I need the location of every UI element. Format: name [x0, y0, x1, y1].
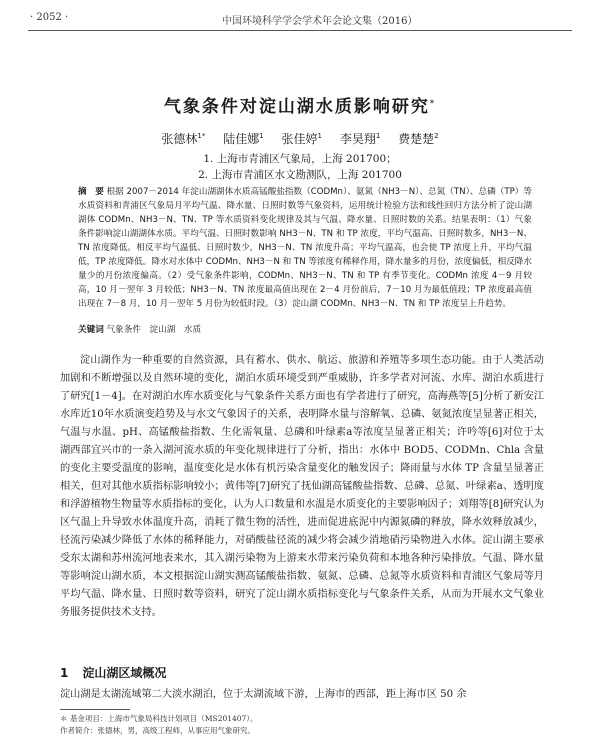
footnote-rule: [60, 709, 130, 710]
page-number: · 2052 ·: [30, 12, 69, 23]
journal-header: 中国环境科学学会学术年会论文集（2016）: [222, 16, 418, 27]
keywords-label: 关键词: [78, 325, 104, 335]
keywords-items: 气象条件 淀山湖 水质: [106, 325, 202, 335]
affiliation: 1. 上海市青浦区气象局，上海 201700；: [203, 153, 397, 165]
section-number: 1: [60, 666, 69, 680]
footnote: 作者简介：张德林，男，高级工程师，从事应用气象研究。: [60, 726, 255, 735]
author: 陆佳娜$^1$: [223, 132, 264, 146]
body-paragraph: 淀山湖作为一种重要的自然资源，具有蓄水、供水、航运、旅游和养殖等多项生态功能。由于人类活动加剧和不断增强以及自然环境的变化，湖泊水质环境受到严重威胁，许多学者对河流、水库、湖泊水质进行了研究[1－4]。在对湖泊水库水质变化与气象条件关系方面也有学者进行了研究，高海燕等[5]分析了新安江水库近10年水质演变趋势及与水文气象因子的关系，表明降水量与溶解氧、总磷、氨氮浓度呈显著正相关，气温与水温、pH、高锰酸盐指数、生化需氧量、总磷和叶绿素a等浓度呈显著正相关；许吟等[6]对位于太湖西部宜兴市的一条入湖河流水质的年变化规律进行了分析，指出：水体中 BOD5、CODMn、Chla 含量的变化主要受温度的影响，温度变化是水体有机污染含量变化的触发因子；降雨量与水体 TP 含量呈显著正相关，但对其他水质指标影响较小；黄伟等[7]研究了抚仙湖高锰酸盐指数、总磷、总氮、叶绿素a、透明度和浮游植物生物量等水质指标的变化，认为人口数量和水温是水质变化的主要影响因子；刘翔等[8]研究认为区气温上升导致水体温度升高，消耗了微生物的活性，进而促进底泥中内源氮磷的释放，降水效释放减少，径流污染减少降低了水体的稀释能力，对硝酸盐径流的减少将会减少消地硝污染物进入水体。淀山湖主要承受东太湖和苏州流河地表来水，其入湖污染物为上游来水带来污染负荷和本地各种污染排放。气温、降水量等影响淀山湖水质，本文根据淀山湖实测高锰酸盐指数、氨氮、总磷、总氮等水质资料和青浦区气象局等月平均气温、降水量、日照时数等资料，研究了淀山湖水质指标变化与气象条件关系，从而为开展水文气象业务服务提供技术支持。: [60, 355, 544, 618]
footnote: ＊ 基金项目：上海市气象局科技计划项目（MS201407）。: [60, 714, 258, 723]
header-rule: [28, 30, 572, 31]
author: 李昊翔$^1$: [339, 132, 381, 146]
paper-title: [0, 92, 600, 117]
abstract-text: 根据 2007－2014 年淀山湖湖体水质高锰酸盐指数（CODMn）、氨氮（NH3－N）、总氮（TN）、总磷（TP）等水质资料和青浦区气象局月平均气温、降水量、日照时数等气象资料，运用统计检验方法和线性回归方法分析了淀山湖湖体 CODMn、NH3－N、TN、TP 等水质资料变化规律及其与气温、降水量、日照时数的关系。结果表明：（1）气象条件影响淀山湖湖体水质。平均气温、日照时数影响 NH3－N、TN 和 TP 浓度，平均气温高、日照时数多，NH3－N、TN 浓度降低。相反平均气温低、日照时数少，NH3－N、TN 浓度升高；平均气温高，也会使 TP 浓度上升，平均气温低，TP 浓度降低。降水对水体中 CODMn、NH3－N 和 TN 等浓度有稀释作用，降水量多的月份，浓度偏低，相反降水量少的月份浓度偏高。（2）受气象条件影响，CODMn、NH3－N、TN 和 TP 有季节变化。CODMn 浓度 4－9 月较高，10 月－翌年 3 月较低；NH3－N、TN 浓度最高值出现在 2－4 月份前后，7－10 月为最低值段；TP 浓度最高值出现在 7－8 月，10 月－翌年 5 月份为较低时段。（3）淀山湖 CODMn、NH3－N、TN 和 TP 浓度呈上升趋势。: [78, 187, 532, 309]
author: 张德林$^{1*}$: [161, 132, 206, 146]
title-footnote-mark: *: [429, 97, 437, 108]
section-paragraph: 淀山湖是太湖流域第二大淡水湖泊，位于太湖流域下游，上海市的西部，距上海市区 50 余: [60, 689, 467, 700]
abstract-label: 摘 要: [78, 187, 104, 197]
author: 费楚楚$^2$: [398, 132, 439, 146]
affiliation: 2. 上海市青浦区水文勘测队，上海 201700: [198, 169, 402, 181]
keywords: [78, 323, 532, 335]
section-heading: [60, 664, 166, 681]
author: 张佳婷$^1$: [281, 132, 322, 146]
abstract: [78, 185, 532, 311]
section-title: 淀山湖区域概况: [82, 666, 167, 680]
paper-title-text: 气象条件对淀山湖水质影响研究: [163, 97, 430, 117]
author-list: [0, 130, 600, 147]
